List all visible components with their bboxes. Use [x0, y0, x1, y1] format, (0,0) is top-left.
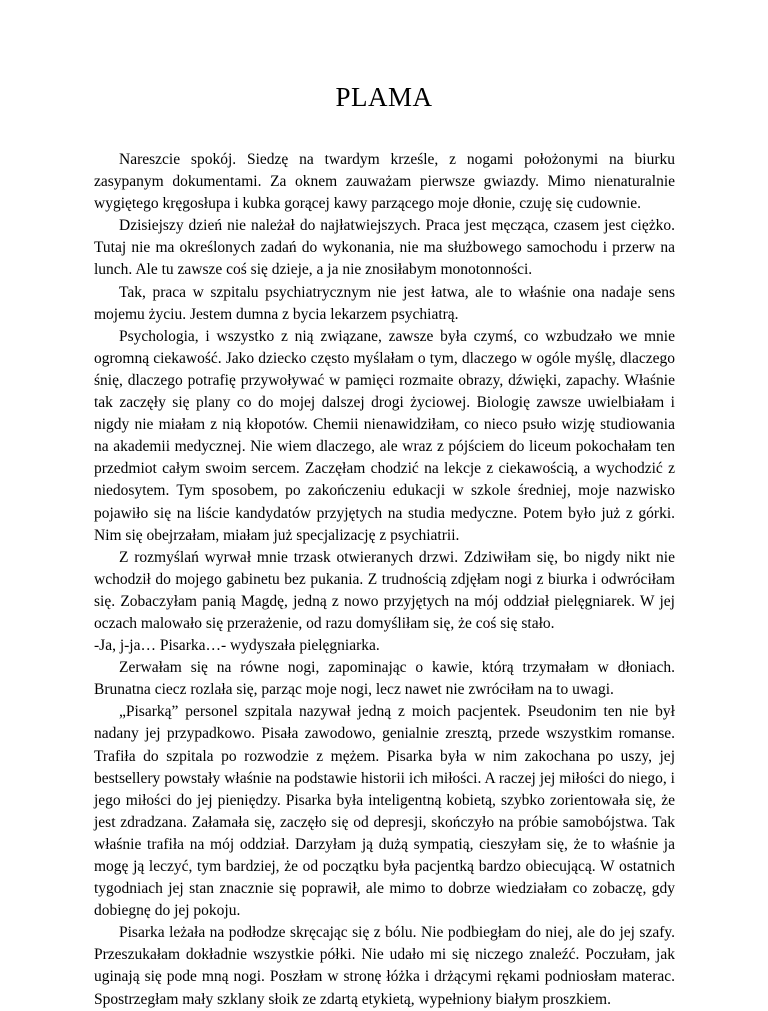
paragraph: Psychologia, i wszystko z nią związane, zawsze była czymś, co wzbudzało we mnie ogromną ciekawość. Jako dziecko często myślałam o tym, dlaczego w ogóle myślę, dlaczego śnię, dlaczego potrafię przywoływać w pamięci rozmaite obrazy, dźwięki, zapachy. Właśnie tak zaczęły się plany co do mojej dalszej drogi życiowej. Biologię zawsze uwielbiałam i nigdy nie miałam z nią kłopotów. Chemii nienawidziłam, co nieco psuło wizję studiowania na akademii medycznej. Nie wiem dlaczego, ale wraz z pójściem do liceum pokochałam ten przedmiot całym swoim sercem. Zaczęłam chodzić na lekcje z ciekawością, a wychodzić z niedosytem. Tym sposobem, po zakończeniu edukacji w szkole średniej, moje nazwisko pojawiło się na liście kandydatów przyjętych na studia medyczne. Potem było już z górki. Nim się obejrzałam, miałam już specjalizację z psychiatrii. [94, 327, 675, 544]
document-body [94, 149, 675, 1011]
paragraph: Dzisiejszy dzień nie należał do najłatwiejszych. Praca jest męcząca, czasem jest ciężko. Tutaj nie ma określonych zadań do wykonania, nie ma służbowego samochodu i przerw na lunch. Ale tu zawsze coś się dzieje, a ja nie znosiłabym monotonności. [94, 217, 675, 279]
paragraph: Nareszcie spokój. Siedzę na twardym krześle, z nogami położonymi na biurku zasypanym dokumentami. Za oknem zauważam pierwsze gwiazdy. Mimo nienaturalnie wygiętego kręgosłupa i kubka gorącej kawy parzącego moje dłonie, czuję się cudownie. [94, 151, 675, 213]
paragraph: „Pisarką” personel szpitala nazywał jedną z moich pacjentek. Pseudonim ten nie był nadany jej przypadkowo. Pisała zawodowo, genialnie zresztą, przede wszystkim romanse. Trafiła do szpitala po rozwodzie z mężem. Pisarka była w nim zakochana po uszy, jej bestsellery powstały właśnie na podstawie historii ich miłości. A raczej jej miłości do niego, i jego miłości do jej pieniędzy. Pisarka była inteligentną kobietą, szybko zorientowała się, że jest zdradzana. Załamała się, zaczęło się od depresji, skończyło na próbie samobójstwa. Tak właśnie trafiła na mój oddział. Darzyłam ją dużą sympatią, cieszyłam się, że to właśnie ja mogę ją leczyć, tym bardziej, że od początku była pacjentką bardzo obiecującą. W ostatnich tygodniach jej stan znacznie się poprawił, ale mimo to dobrze wiedziałam co zobaczę, gdy dobiegnę do jej pokoju. [94, 703, 675, 920]
paragraph: Z rozmyślań wyrwał mnie trzask otwieranych drzwi. Zdziwiłam się, bo nigdy nikt nie wchodził do mojego gabinetu bez pukania. Z trudnością zdjęłam nogi z biurka i odwróciłam się. Zobaczyłam panią Magdę, jedną z nowo przyjętych na mój oddział pielęgniarek. W jej oczach malowało się przerażenie, od razu domyśliłam się, że coś się stało. [94, 548, 675, 632]
document-title: PLAMA [335, 82, 433, 112]
paragraph: Zerwałam się na równe nogi, zapominając o kawie, którą trzymałam w dłoniach. Brunatna ciecz rozlała się, parząc moje nogi, lecz nawet nie zwróciłam na to uwagi. [94, 659, 675, 699]
dialogue-line: -Ja, j-ja… Pisarka…- wydyszała pielęgniarka. [94, 637, 380, 655]
paragraph: Pisarka leżała na podłodze skręcając się z bólu. Nie podbiegłam do niej, ale do jej szafy. Przeszukałam dokładnie wszystkie półki. Nie udało mi się niczego znaleźć. Poczułam, jak uginają się pode mną nogi. Poszłam w stronę łóżka i drżącymi rękami podniosłam materac. Spostrzegłam mały szklany słoik ze zdartą etykietą, wypełniony białym proszkiem. [94, 924, 675, 1008]
paragraph: Tak, praca w szpitalu psychiatrycznym nie jest łatwa, ale to właśnie ona nadaje sens mojemu życiu. Jestem dumna z bycia lekarzem psychiatrą. [94, 283, 675, 323]
